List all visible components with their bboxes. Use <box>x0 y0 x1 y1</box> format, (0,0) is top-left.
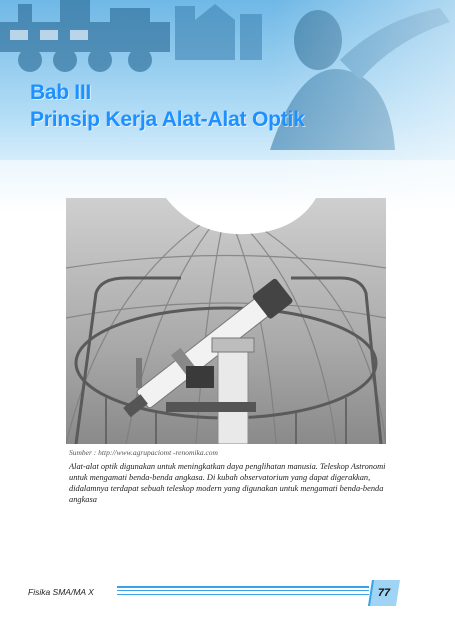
footer-rule <box>117 586 369 600</box>
chapter-title: Prinsip Kerja Alat-Alat Optik <box>30 108 305 131</box>
footer-line <box>117 594 369 596</box>
footer-line <box>117 586 369 588</box>
footer-line <box>117 590 369 592</box>
telescope-photo <box>66 198 386 444</box>
figure-source: Sumber : http://www.agrupaciomt -renomika.com <box>69 448 218 457</box>
page-number: 77 <box>377 587 391 599</box>
figure-photo <box>66 198 386 444</box>
figure-caption: Alat-alat optik digunakan untuk meningkatkan daya penglihatan manusia. Teleskop Astronomi untuk mengamati benda-benda angkasa. Di kubah observatorium yang dapat digerakkan, didalamnya terdapat sebuah teleskop modern yang digunakan untuk mengamati benda-benda angkasa <box>69 462 386 504</box>
book-title: Fisika SMA/MA X <box>28 587 94 597</box>
chapter-heading <box>30 80 305 134</box>
chapter-label: Bab III <box>30 81 91 104</box>
